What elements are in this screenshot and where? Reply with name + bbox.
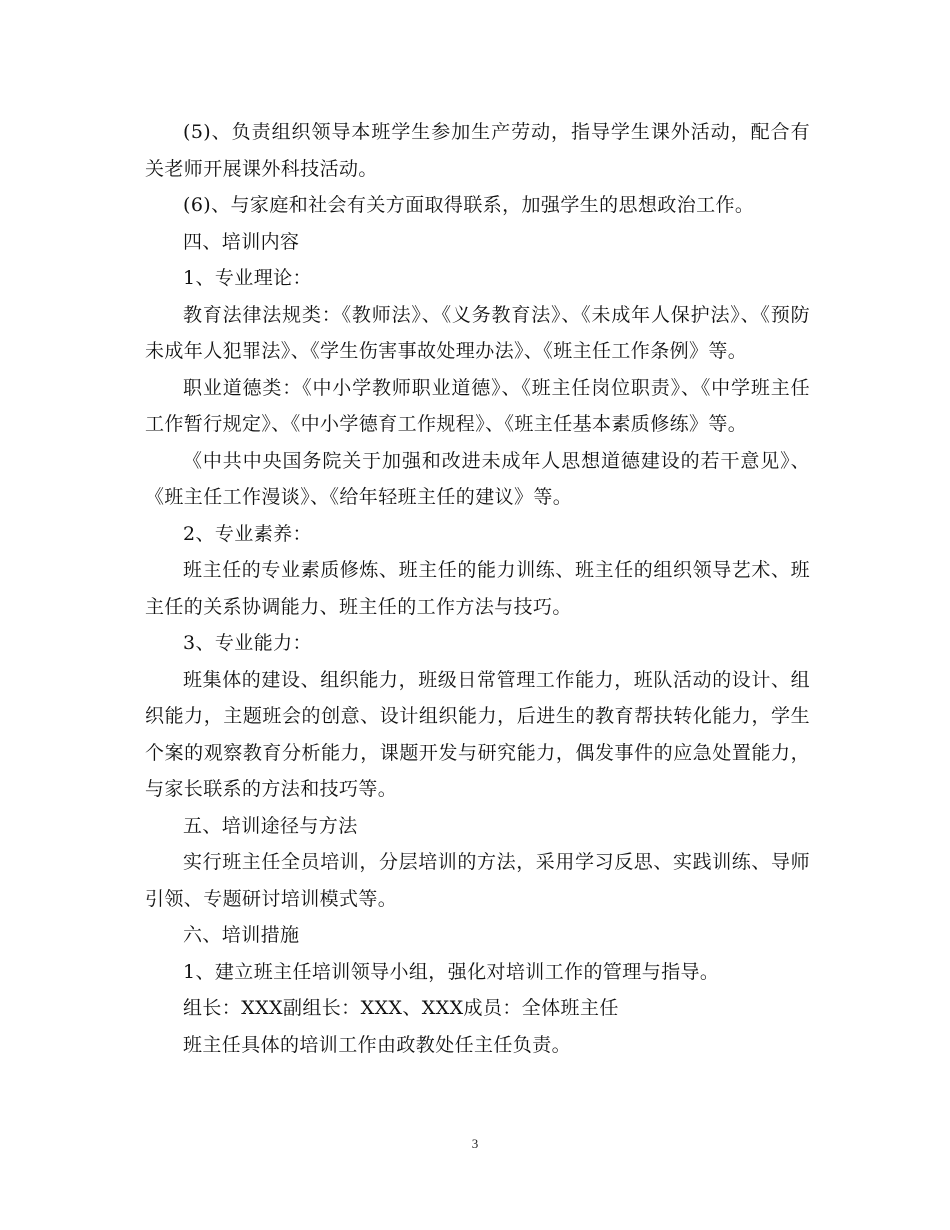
paragraph-ability-details: 班集体的建设、组织能力，班级日常管理工作能力，班队活动的设计、组织能力，主题班会的创意、设计组织能力，后进生的教育帮扶转化能力，学生个案的观察教育分析能力，课题开发与研究能力，偶发事件的应急处置能力，与家长联系的方法和技巧等。 [145, 668, 810, 800]
paragraph-leadership-group: 1、建立班主任培训领导小组，强化对培训工作的管理与指导。 [183, 960, 720, 983]
subheading-professional-literacy: 2、专业素养： [183, 522, 312, 545]
document-body [145, 114, 810, 1063]
paragraph-duty-5: (5)、负责组织领导本班学生参加生产劳动，指导学生课外活动，配合有关老师开展课外科技活动。 [145, 121, 810, 180]
subheading-professional-theory: 1、专业理论： [183, 267, 312, 289]
paragraph-responsibility: 班主任具体的培训工作由政教处任主任负责。 [183, 1033, 572, 1056]
page-number: 3 [471, 1136, 479, 1151]
paragraph-duty-6: (6)、与家庭和社会有关方面取得联系，加强学生的思想政治工作。 [183, 194, 755, 216]
paragraph-laws-regulations: 教育法律法规类：《教师法》、《义务教育法》、《未成年人保护法》、《预防未成年人犯罪法》、《学生伤害事故处理办法》、《班主任工作条例》等。 [145, 303, 810, 362]
paragraph-group-members: 组长：XXX副组长：XXX、XXX成员：全体班主任 [183, 997, 619, 1019]
section-heading-training-methods: 五、培训途径与方法 [183, 814, 358, 837]
paragraph-moral-construction: 《中共中央国务院关于加强和改进未成年人思想道德建设的若干意见》、《班主任工作漫谈》、《给年轻班主任的建议》等。 [145, 449, 810, 508]
section-heading-training-measures: 六、培训措施 [183, 924, 300, 946]
paragraph-methods-details: 实行班主任全员培训，分层培训的方法，采用学习反思、实践训练、导师引领、专题研讨培训模式等。 [145, 851, 810, 910]
subheading-professional-ability: 3、专业能力： [183, 632, 312, 654]
paragraph-literacy-details: 班主任的专业素质修炼、班主任的能力训练、班主任的组织领导艺术、班主任的关系协调能力、班主任的工作方法与技巧。 [145, 559, 810, 618]
section-heading-training-content: 四、培训内容 [183, 230, 300, 253]
paragraph-professional-ethics: 职业道德类：《中小学教师职业道德》、《班主任岗位职责》、《中学班主任工作暂行规定》、《中小学德育工作规程》、《班主任基本素质修练》等。 [145, 376, 810, 435]
